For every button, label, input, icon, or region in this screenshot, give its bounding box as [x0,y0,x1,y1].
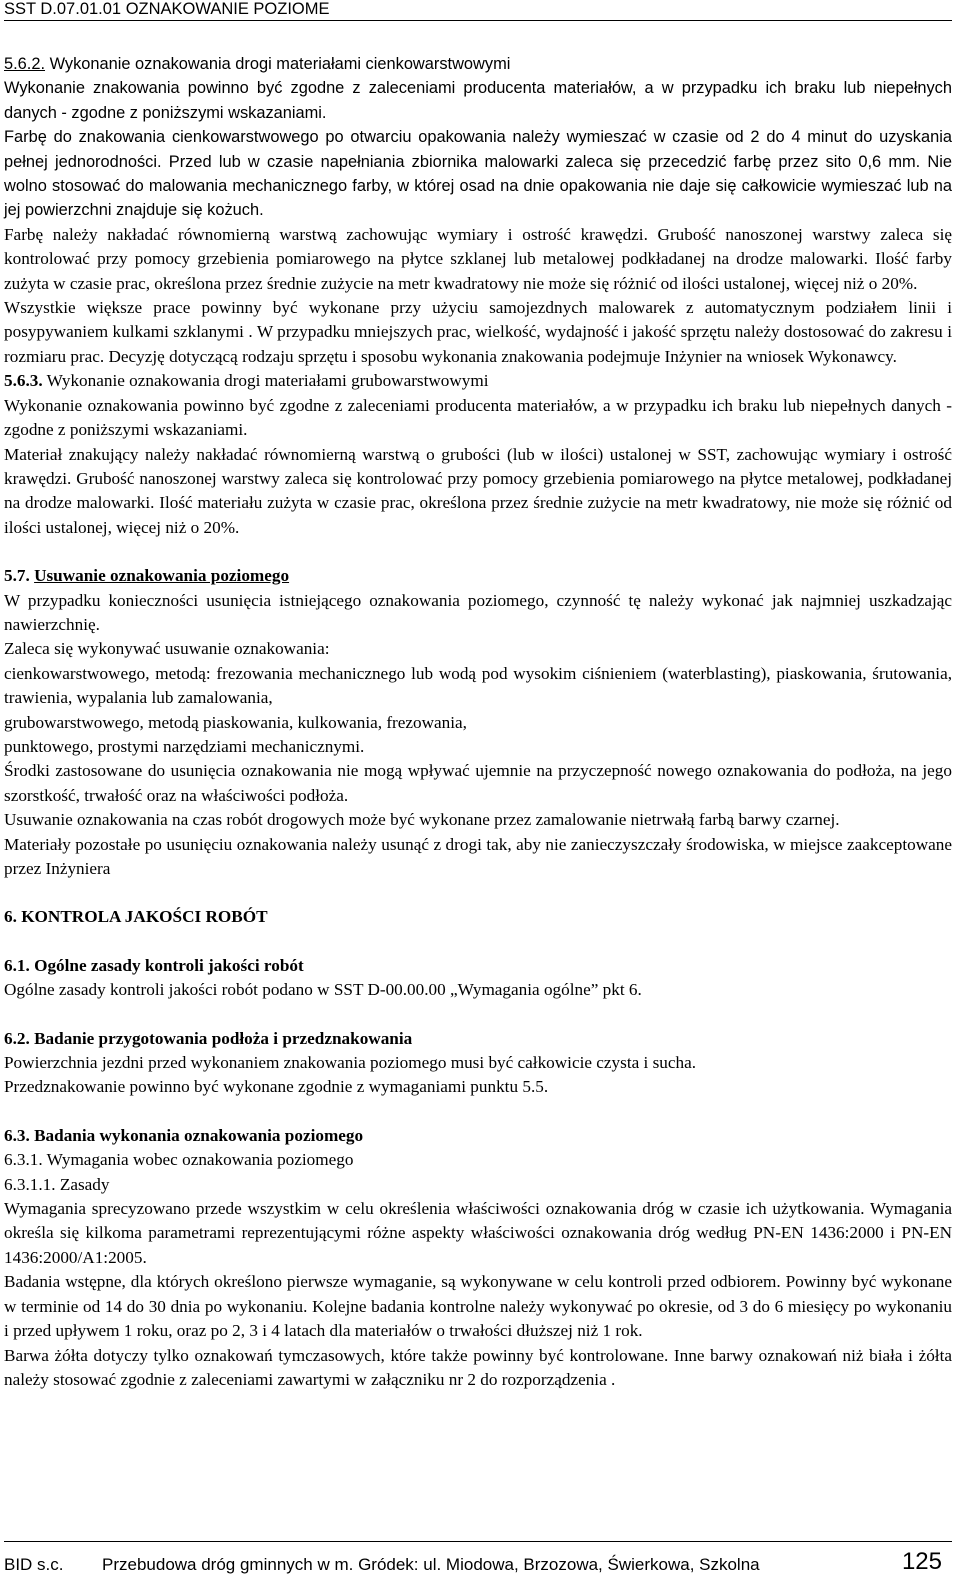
spacer [4,1100,952,1124]
paragraph: Przedznakowanie powinno być wykonane zgodnie z wymaganiami punktu 5.5. [4,1077,549,1097]
sentence: Materiał znakujący należy nakładać równomierną warstwą o grubości (lub w ilości) ustalonej w SST, zachowując wymiary i ostrość krawędzi. [4,444,952,488]
paragraph: Wykonanie oznakowania powinno być zgodne z zaleceniami producenta materiałów, a w przypadku ich braku lub niepełnych danych - zgodne z poniższymi wskazaniami. [4,395,952,440]
page-footer [4,1541,952,1585]
paragraph: Powierzchnia jezdni przed wykonaniem znakowania poziomego musi być całkowicie czysta i sucha. [4,1053,697,1073]
section-6-1-heading: 6.1. Ogólne zasady kontroli jakości robót [4,955,304,975]
section-number: 5.6.3. [4,371,43,391]
spacer [4,540,952,564]
paragraph: Materiały pozostałe po usunięciu oznakowania należy usunąć z drogi tak, aby nie zanieczyszczały środowiska, w miejsce zaakceptowane przez Inżyniera [4,834,952,878]
sentence: Decyzję dotyczącą rodzaju sprzętu i sposobu wykonania znakowania podejmuje Inżynier na wniosek Wykonawcy. [104,346,897,366]
paragraph: Ogólne zasady kontroli jakości robót podano w SST D-00.00.00 „Wymagania ogólne” pkt 6. [4,980,642,1000]
section-6-3-1-1-heading: 6.3.1.1. Zasady [4,1174,110,1194]
footer-project-title: Przebudowa dróg gminnych w m. Gródek: ul. Miodowa, Brzozowa, Świerkowa, Szkolna [102,1555,760,1574]
section-6-3-1-heading: 6.3.1. Wymagania wobec oznakowania poziomego [4,1150,354,1170]
section-6-2-heading: 6.2. Badanie przygotowania podłoża i przedznakowania [4,1028,413,1048]
section-title: Wykonanie oznakowania drogi materiałami cienkowarstwowymi [45,55,511,73]
sentence: Nie wolno stosować do malowania mechanicznego farby, w której osad na dnie opakowania nie daje się całkowicie wymieszać lub na jej powierzchni znajduje się kożuch. [4,152,952,220]
paragraph: Wykonanie znakowania powinno być zgodne z zaleceniami producenta materiałów, a w przypadku ich braku lub niepełnych danych - zgodne z poniższymi wskazaniami. [4,79,952,122]
sentence: Grubość nanoszonej warstwy zaleca się kontrolować przy pomocy grzebienia pomiarowego na płytce metalowej, podkładanej na drodze malowarki. [4,468,952,513]
section-title: Wykonanie oznakowania drogi materiałami grubowarstwowymi [42,371,489,391]
footer-company: BID s.c. [4,1555,64,1574]
list-item: cienkowarstwowego, metodą: frezowania mechanicznego lub wodą pod wysokim ciśnieniem (waterblasting), piaskowania, śrutowania, trawienia, wypalania lub zamalowania, [4,663,952,708]
paragraph [4,125,952,223]
section-5-7-heading [4,564,952,588]
paragraph [4,296,952,369]
sentence: Wszystkie większe prace powinny być wykonane przy użyciu samojezdnych malowarek z automatycznym podziałem linii i posypywaniem kulkami szklanymi . [4,298,952,342]
paragraph: Zaleca się wykonywać usuwanie oznakowania: [4,639,330,659]
sentence: Ilość materiału zużyta w czasie prac, określona przez średnie zużycie na metr kwadratowy, nie może się różnić od ilości ustalonej, więcej niż o 20%. [4,493,952,537]
paragraph: Wymagania sprecyzowano przede wszystkim w celu określenia właściwości oznakowania dróg w czasie ich użytkowania. Wymagania określa się kilkoma parametrami reprezentującymi różne aspekty właściwości oznakowania dróg według PN-EN 1436:2000 i PN-EN 1436:2000/A1:2005. [4,1199,952,1267]
document-body [4,52,952,1392]
spacer [4,881,952,905]
paragraph: Barwa żółta dotyczy tylko oznakowań tymczasowych, które także powinny być kontrolowane. Inne barwy oznakowań niż biała i żółta należy stosować zgodnie z zaleceniami zawartymi w załączniku nr 2 do rozporządzenia . [4,1345,952,1389]
paragraph [4,223,952,296]
section-6-3-heading: 6.3. Badania wykonania oznakowania poziomego [4,1125,364,1145]
spacer [4,1003,952,1027]
paragraph: W przypadku konieczności usunięcia istniejącego oznakowania poziomego, czynność tę należy wykonać jak najmniej uszkadzając nawierzchnię. [4,590,952,634]
sentence: W przypadku mniejszych prac, wielkość, wydajność i jakość sprzętu należy dostosować do zakresu i rozmiaru prac. [4,322,952,366]
page-header [4,0,952,21]
sentence: Farbę należy nakładać równomierną warstwą zachowując wymiary i ostrość krawędzi. [4,224,648,244]
paragraph: Badania wstępne, dla których określono pierwsze wymaganie, są wykonywane w celu kontroli przed odbiorem. Powinny być wykonane w terminie od 14 do 30 dnia po wykonaniu. Kolejne badania kontrolne należy wykonywać po okresie, od 3 do 6 miesięcy po wykonaniu i przed upływem 1 roku, oraz po 2, 3 i 4 latach dla materiałów o trwałości dłuższej niż 1 rok. [4,1272,952,1341]
sentence: Farbę do znakowania cienkowarstwowego po otwarciu opakowania należy wymieszać w czasie od 2 do 4 minut do uzyskania pełnej jednorodności. [4,128,952,171]
paragraph: Środki zastosowane do usunięcia oznakowania nie mogą wpływać ujemnie na przyczepność nowego oznakowania do podłoża, na jego szorstkość, trwałość oraz na właściwości podłoża. [4,761,952,805]
section-title: Usuwanie oznakowania poziomego [34,566,290,586]
paragraph [4,443,952,541]
section-5-6-2-heading [4,52,952,76]
footer-rule [4,1541,952,1542]
chapter-6-heading: 6. KONTROLA JAKOŚCI ROBÓT [4,907,268,927]
section-5-6-3-heading [4,369,952,393]
sentence: Grubość nanoszonej warstwy zaleca się kontrolować przy pomocy grzebienia pomiarowego na płytce szklanej lub metalowej podkładanej na drodze malowarki. [4,224,952,269]
spacer [4,930,952,954]
list-item: punktowego, prostymi narzędziami mechanicznymi. [4,736,365,756]
paragraph: Usuwanie oznakowania na czas robót drogowych może być wykonane przez zamalowanie nietrwałą farbą barwy czarnej. [4,810,840,830]
list-item: grubowarstwowego, metodą piaskowania, kulkowania, frezowania, [4,712,467,732]
sentence: Ilość farby zużyta w czasie prac, określona przez średnie zużycie na metr kwadratowy nie może się różnić od ilości ustalonej, więcej niż o 20%. [4,249,952,293]
section-number: 5.7. [4,566,30,586]
page-number: 125 [901,1548,942,1575]
header-text: SST D.07.01.01 OZNAKOWANIE POZIOME [4,0,330,18]
section-number: 5.6.2. [4,55,46,73]
sentence: Przed lub w czasie napełniania zbiornika malowarki zaleca się przecedzić farbę przez sito 0,6 mm. [161,152,921,171]
